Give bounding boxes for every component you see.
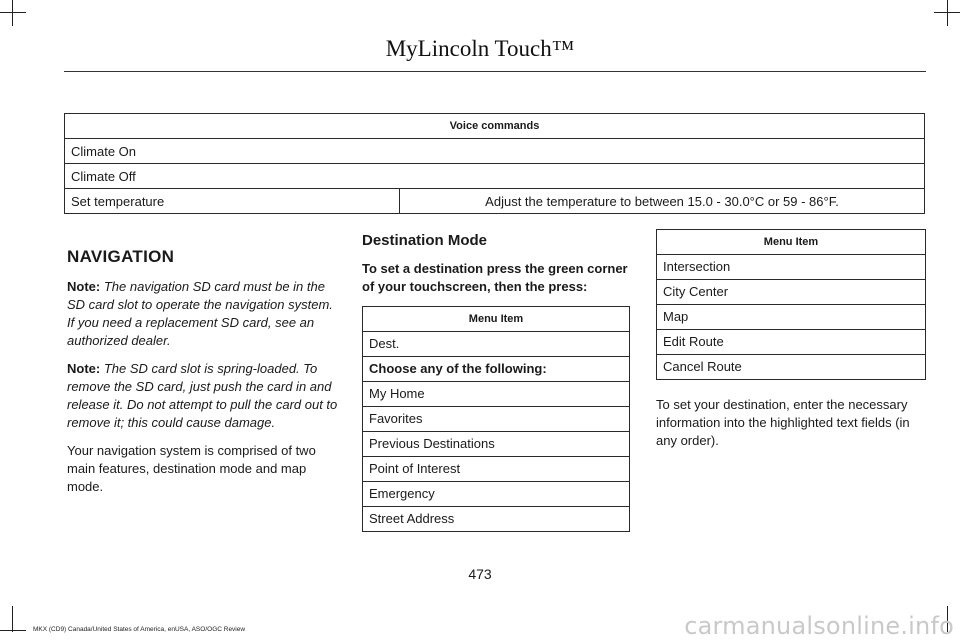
note-paragraph [67, 360, 339, 432]
page-title: MyLincoln Touch™ [385, 36, 575, 61]
table-header-row [363, 307, 630, 332]
voice-commands-table [64, 113, 925, 214]
crop-mark [0, 12, 26, 13]
table-row [363, 432, 630, 457]
destination-heading: Destination Mode [362, 232, 488, 249]
continued-menu-table [656, 229, 926, 380]
table-cell: My Home [363, 382, 630, 407]
table-header: Menu Item [657, 230, 926, 255]
crop-mark [12, 0, 13, 26]
table-header-row [657, 230, 926, 255]
table-row [65, 164, 925, 189]
table-cell: Cancel Route [657, 355, 926, 380]
table-cell: Point of Interest [363, 457, 630, 482]
table-cell: Edit Route [657, 330, 926, 355]
body-paragraph: Your navigation system is comprised of two main features, destination mode and map mode. [67, 443, 316, 494]
footer-text: MKX (CD9) Canada/United States of America, enUSA, ASO/OGC Review [33, 626, 246, 633]
body-paragraph: To set your destination, enter the necessary information into the highlighted text fields (in any order). [656, 397, 910, 448]
table-cell: Map [657, 305, 926, 330]
crop-mark [0, 630, 26, 631]
table-header: Menu Item [363, 307, 630, 332]
table-row [363, 382, 630, 407]
note-text: The SD card slot is spring-loaded. To remove the SD card, just push the card in and release it. Do not attempt to pull the card out to remove it; this could cause damage. [67, 361, 338, 430]
table-row [363, 332, 630, 357]
note-text: The navigation SD card must be in the SD card slot to operate the navigation system. If you need a replacement SD card, see an authorized dealer. [67, 279, 333, 348]
table-cell: Adjust the temperature to between 15.0 - 30.0°C or 59 - 86°F. [400, 189, 925, 214]
table-row [65, 139, 925, 164]
table-row [363, 457, 630, 482]
table-header: Voice commands [65, 114, 925, 139]
crop-mark [947, 0, 948, 26]
table-cell: Street Address [363, 507, 630, 532]
note-paragraph [67, 278, 339, 350]
table-row [657, 280, 926, 305]
navigation-heading: NAVIGATION [67, 247, 175, 266]
table-row [363, 357, 630, 382]
table-row [363, 482, 630, 507]
table-cell: Dest. [363, 332, 630, 357]
note-label: Note: [67, 279, 101, 294]
table-row [363, 407, 630, 432]
table-cell: Intersection [657, 255, 926, 280]
table-row [657, 305, 926, 330]
table-row [657, 330, 926, 355]
watermark: carmanualsonline.info [684, 612, 954, 640]
table-header-row [65, 114, 925, 139]
table-cell: City Center [657, 280, 926, 305]
table-cell: Climate On [65, 139, 925, 164]
table-cell: Emergency [363, 482, 630, 507]
navigation-column [67, 248, 339, 506]
destination-intro: To set a destination press the green corner of your touchscreen, then the press: [362, 261, 628, 294]
page-number: 473 [468, 566, 492, 582]
table-row [65, 189, 925, 214]
table-row [363, 507, 630, 532]
table-row [657, 355, 926, 380]
crop-mark [934, 12, 960, 13]
destination-menu-table [362, 306, 630, 532]
destination-column [362, 232, 630, 532]
table-cell: Choose any of the following: [363, 357, 630, 382]
table-row [657, 255, 926, 280]
table-cell: Set temperature [65, 189, 400, 214]
table-cell: Favorites [363, 407, 630, 432]
header-divider [64, 71, 926, 72]
note-label: Note: [67, 361, 101, 376]
table-cell: Climate Off [65, 164, 925, 189]
crop-mark [12, 606, 13, 632]
menu-continued-column [656, 229, 926, 460]
table-cell: Previous Destinations [363, 432, 630, 457]
